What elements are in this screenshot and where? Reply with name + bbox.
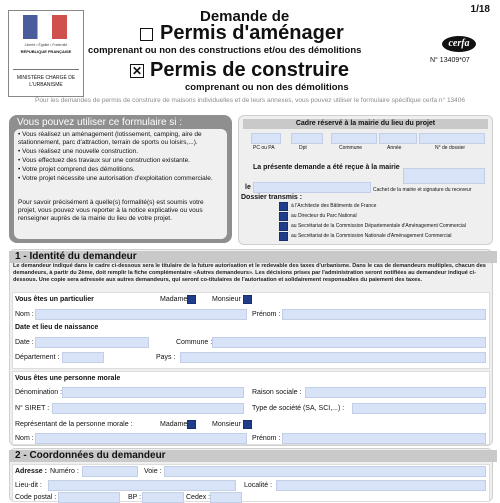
- raison-label: Raison sociale :: [252, 389, 302, 396]
- bp-field[interactable]: [142, 492, 184, 503]
- usage-footer: Pour savoir précisément à quelle(s) formalité(s) est soumis votre projet, vous pouvez vous reporter à la notice explicative ou vous renseigner auprès de la mairie du lieu de votre projet.: [18, 199, 204, 222]
- col-label-dossier: N° de dossier: [435, 145, 466, 151]
- usage-item: • Votre projet comprend des démolitions.: [18, 166, 135, 173]
- code-postal-label: Code postal :: [15, 494, 57, 501]
- nom2-field[interactable]: [35, 433, 247, 444]
- raison-field[interactable]: [305, 387, 486, 398]
- mairie-cachet-field[interactable]: [403, 168, 485, 184]
- mairie-field-dpt[interactable]: [291, 133, 323, 144]
- mairie-field-commune[interactable]: [331, 133, 377, 144]
- representant-label: Représentant de la personne morale :: [15, 421, 133, 428]
- usage-item: • Vous effectuez des travaux sur une construction existante.: [18, 157, 190, 164]
- col-label-pc: PC ou PA: [253, 145, 275, 151]
- departement-label: Département :: [15, 354, 60, 361]
- monsieur2-checkbox[interactable]: [243, 420, 252, 429]
- departement-field[interactable]: [62, 352, 104, 363]
- transmis-checkbox-cdac[interactable]: [279, 222, 288, 231]
- cedex-label: Cedex :: [186, 494, 211, 501]
- voie-field[interactable]: [164, 466, 486, 477]
- checkbox-permis-amenager[interactable]: [140, 28, 153, 41]
- mairie-field-annee[interactable]: [379, 133, 417, 144]
- prenom-field[interactable]: [282, 309, 486, 320]
- logo-motto: Liberté • Égalité • Fraternité: [24, 43, 68, 47]
- permis-amenager-subtitle: comprenant ou non des constructions et/ou des démolitions: [88, 45, 362, 56]
- mairie-field-pc[interactable]: [251, 133, 281, 144]
- transmis-label-cdac: au Secrétariat de la Commission Départementale d'Aménagement Commercial: [291, 223, 466, 229]
- mairie-box: [238, 115, 493, 245]
- permis-construire-title: Permis de construire: [150, 59, 349, 81]
- mairie-title-bar: Cadre réservé à la mairie du lieu du projet: [243, 119, 488, 129]
- mairie-field-dossier[interactable]: [419, 133, 485, 144]
- denomination-label: Dénomination :: [15, 389, 63, 396]
- permis-amenager-title: Permis d'aménager: [160, 22, 344, 44]
- prenom2-field[interactable]: [282, 433, 486, 444]
- prenom-label: Prénom :: [252, 311, 281, 318]
- permis-construire-subtitle: comprenant ou non des démolitions: [185, 82, 349, 93]
- numero-label: Numéro :: [50, 468, 79, 475]
- nom2-label: Nom :: [15, 435, 34, 442]
- col-label-commune: Commune: [339, 145, 363, 151]
- madame2-label: Madame: [160, 421, 188, 428]
- commune-field[interactable]: [212, 337, 486, 348]
- nom-field[interactable]: [35, 309, 247, 320]
- madame-label: Madame: [160, 296, 188, 303]
- section1-intro: Le demandeur indiqué dans le cadre ci-dessous sera le titulaire de la future autorisation et le redevable des taxes d'urbanisme. Dans le cas de demandeurs multiples, chacun des demandeurs, à partir du 2ème, doit remplir la fiche complémentaire «Autres demandeurs». Les décisions prises par l'administration seront notifiées au demandeur indiqué ci-dessous. Une copie sera adressée aux autres demandeurs, qui seront co-titulaires de l'autorisation et solidairement responsables du paiement des taxes.: [13, 263, 486, 283]
- usage-panel: [14, 129, 227, 239]
- section2-title: 2 - Coordonnées du demandeur: [9, 450, 497, 462]
- type-societe-label: Type de société (SA, SCI,...) :: [252, 405, 345, 412]
- mairie-received: La présente demande a été reçue à la mairie: [253, 164, 400, 171]
- page-number: 1/18: [470, 4, 490, 15]
- lieu-dit-field[interactable]: [48, 480, 236, 491]
- col-label-dpt: Dpt: [299, 145, 307, 151]
- transmis-label-abf: à l'Architecte des Bâtiments de France: [291, 203, 377, 209]
- madame2-checkbox[interactable]: [187, 420, 196, 429]
- mairie-date-field[interactable]: [253, 182, 371, 193]
- transmis-label-parc: au Directeur du Parc National: [291, 213, 357, 219]
- cerfa-logo: cerfa: [442, 36, 476, 52]
- siret-label: N° SIRET :: [15, 405, 50, 412]
- pays-field[interactable]: [180, 352, 486, 363]
- logo-ministry: MINISTÈRE CHARGÉ DE L'URBANISME: [16, 75, 76, 88]
- usage-item: • Votre projet nécessite une autorisation d'exploitation commerciale.: [18, 175, 213, 182]
- commune-label: Commune :: [176, 339, 213, 346]
- date-label: Date :: [15, 339, 34, 346]
- code-postal-field[interactable]: [58, 492, 120, 503]
- transmis-checkbox-abf[interactable]: [279, 202, 288, 211]
- logo-republique: RÉPUBLIQUE FRANÇAISE: [20, 49, 72, 54]
- transmis-checkbox-cnac[interactable]: [279, 232, 288, 241]
- cedex-field[interactable]: [210, 492, 242, 503]
- monsieur-label: Monsieur: [212, 296, 241, 303]
- naissance-heading: Date et lieu de naissance: [15, 324, 99, 331]
- transmis-label-cnac: au Secrétariat de la Commission Nationale d'Aménagement Commercial: [291, 233, 452, 239]
- mairie-le: le: [245, 184, 251, 191]
- monsieur-checkbox[interactable]: [243, 295, 252, 304]
- siret-field[interactable]: [52, 403, 244, 414]
- date-field[interactable]: [35, 337, 149, 348]
- lieu-dit-label: Lieu-dit :: [15, 482, 42, 489]
- localite-field[interactable]: [276, 480, 486, 491]
- section1-title: 1 - Identité du demandeur: [9, 251, 497, 263]
- adresse-label: Adresse :: [15, 468, 47, 475]
- localite-label: Localité :: [244, 482, 273, 489]
- usage-item: • Vous réalisez une nouvelle construction.: [18, 148, 139, 155]
- col-label-annee: Année: [387, 145, 402, 151]
- numero-field[interactable]: [82, 466, 138, 477]
- mairie-cachet: Cachet de la mairie et signature du receveur: [373, 187, 472, 193]
- bp-label: BP :: [128, 494, 142, 501]
- denomination-field[interactable]: [62, 387, 244, 398]
- morale-heading: Vous êtes une personne morale: [15, 375, 121, 382]
- transmis-checkbox-parc[interactable]: [279, 212, 288, 221]
- monsieur2-label: Monsieur: [212, 421, 241, 428]
- usage-item: • Vous réalisez un aménagement (lotissement, camping, aire de stationnement, parc d'attraction, terrain de sports ou loisirs,...).: [18, 131, 202, 146]
- marianne-logo: [8, 10, 84, 97]
- voie-label: Voie :: [144, 468, 162, 475]
- usage-box: [9, 115, 232, 243]
- logo-divider: [13, 69, 79, 70]
- checkbox-permis-construire[interactable]: ✕: [131, 64, 143, 78]
- demande-de-title: Demande de: [200, 8, 290, 25]
- mairie-transmis: Dossier transmis :: [241, 194, 303, 201]
- cerfa-number: N° 13409*07: [430, 57, 470, 64]
- prenom2-label: Prénom :: [252, 435, 281, 442]
- cerfa-note: Pour les demandes de permis de construire de maisons individuelles et de leurs annexes, vous pouvez utiliser le formulaire spécifique cerfa n° 13406: [34, 97, 466, 104]
- marianne-emblem: [23, 15, 67, 39]
- type-societe-field[interactable]: [352, 403, 486, 414]
- pays-label: Pays :: [156, 354, 176, 361]
- usage-title: Vous pouvez utiliser ce formulaire si :: [17, 117, 183, 128]
- nom-label: Nom :: [15, 311, 34, 318]
- madame-checkbox[interactable]: [187, 295, 196, 304]
- particulier-heading: Vous êtes un particulier: [15, 296, 94, 303]
